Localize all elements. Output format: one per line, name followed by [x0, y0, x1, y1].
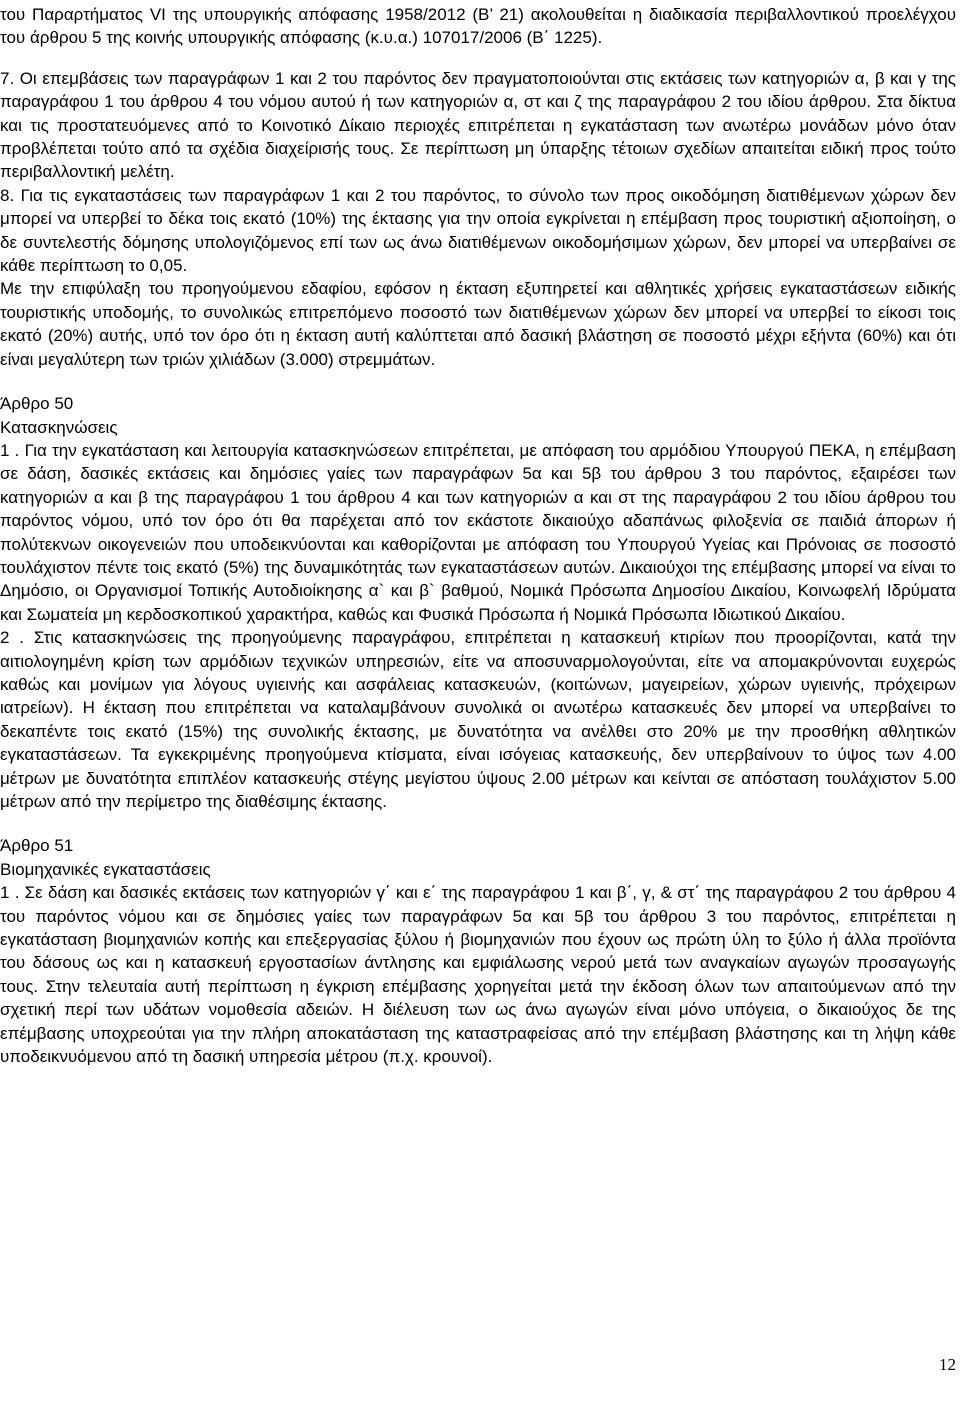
page-number: 12	[939, 1355, 956, 1374]
article-51-subtitle: Βιομηχανικές εγκαταστάσεις	[0, 859, 211, 879]
paragraph-8: 8. Για τις εγκαταστάσεις των παραγράφων 1 και 2 του παρόντος, το σύνολο των προς οικοδόμηση διατιθέμενων χώρων δεν μπορεί να υπερβεί το δέκα τοις εκατό (10%) της έκτασης για την οποία εγκρίνεται η επέμβαση προς τουριστική αξιοποίηση, ο δε συντελεστής δόμησης υπολογιζόμενος επί των ως άνω διατιθέμενων οικοδομήσιμων χώρων, δεν μπορεί να υπερβαίνει σε κάθε περίπτωση το 0,05.	[0, 185, 956, 276]
article-50-paragraph-1: 1 . Για την εγκατάσταση και λειτουργία κατασκηνώσεων επιτρέπεται, με απόφαση του αρμόδιου Υπουργού ΠΕΚΑ, η επέμβαση σε δάση, δασικές εκτάσεις και δημόσιες γαίες των παραγράφων 5α και 5β του άρθρου 3 του παρόντος, εξαιρέσει των κατηγοριών α και β της παραγράφου 1 του άρθρου 4 και των κατηγοριών α και στ της παραγράφου 2 του ιδίου άρθρου του παρόντος νόμου, υπό τον όρο ότι θα παρέχεται από τον εκάστοτε δικαιούχο αδαπάνως φιλοξενία σε παιδιά άπορων ή πολύτεκνων οικογενειών που υποδεικνύονται και καθορίζονται με απόφαση του Υπουργού Υγείας και Πρόνοιας σε ποσοστό τουλάχιστον πέντε τοις εκατό (5%) της δυναμικότητάς των εγκαταστάσεων αυτών. Δικαιούχοι της επέμβασης μπορεί να είναι το Δημόσιο, οι Οργανισμοί Τοπικής Αυτοδιοίκησης α` και β` βαθμού, Νομικά Πρόσωπα Δημοσίου Δικαίου, Κοινωφελή Ιδρύματα και Σωματεία μη κερδοσκοπικού χαρακτήρα, καθώς και Φυσικά Πρόσωπα ή Νομικά Πρόσωπα Ιδιωτικού Δικαίου.	[0, 440, 956, 624]
article-50-subtitle: Κατασκηνώσεις	[0, 417, 118, 437]
spacer	[0, 371, 956, 392]
article-50-paragraph-2: 2 . Στις κατασκηνώσεις της προηγούμενης παραγράφου, επιτρέπεται η κατασκευή κτιρίων που προορίζονται, κατά την αιτιολογημένη κρίση των αρμόδιων τεχνικών υπηρεσιών, είτε να αποσυναρμολογούνται, είτε να απομακρύνονται ευχερώς καθώς και μονίμων για λόγους υγιεινής και ασφάλειας κατασκευών, (κοιτώνων, μαγειρείων, χώρων υγιεινής, πρόχειρων ιατρείων). Η έκταση που επιτρέπεται να καταλαμβάνουν συνολικά οι ανωτέρω κατασκευές δεν μπορεί να υπερβαίνει το δεκαπέντε τοις εκατό (15%) της συνολικής έκτασης, με δυνατότητα να ανέλθει στο 20% με την προσθήκη αθλητικών εγκαταστάσεων. Τα εγκεκριμένης προηγούμενα κτίσματα, είναι ισόγειας κατασκευής, δεν υπερβαίνουν το ύψος των 4.00 μέτρων με δυνατότητα επιπλέον κατασκευής στέγης μεγίστου ύψους 2.00 μέτρων και κείνται σε απόσταση τουλάχιστον 5.00 μέτρων από την περίμετρο της διαθέσιμης έκτασης.	[0, 628, 956, 811]
intro-paragraph: του Παραρτήματος VI της υπουργικής απόφασης 1958/2012 (Β’ 21) ακολουθείται η διαδικασία περιβαλλοντικού προελέγχου του άρθρου 5 της κοινής υπουργικής απόφασης (κ.υ.α.) 107017/2006 (Β΄ 1225).	[0, 5, 956, 48]
article-51-title: Άρθρο 51	[0, 836, 74, 856]
article-50-title: Άρθρο 50	[0, 394, 74, 414]
paragraph-7: 7. Οι επεμβάσεις των παραγράφων 1 και 2 του παρόντος δεν πραγματοποιούνται στις εκτάσεις των κατηγοριών α, β και γ της παραγράφου 1 του άρθρου 4 του νόμου αυτού ή των κατηγοριών α, στ και ζ της παραγράφου 2 του ιδίου άρθρου. Στα δίκτυα και τις προστατευόμενες από το Κοινοτικό Δίκαιο περιοχές επιτρέπεται η εγκατάσταση των ανωτέρω μονάδων μόνο όταν προβλέπεται τούτο από τα σχέδια διαχείρισής τους. Σε περίπτωση μη ύπαρξης τέτοιων σχεδίων απαιτείται ειδική προς τούτο περιβαλλοντική μελέτη.	[0, 68, 956, 182]
article-51-paragraph-1: 1 . Σε δάση και δασικές εκτάσεις των κατηγοριών γ΄ και ε΄ της παραγράφου 1 και β΄, γ, & στ΄ της παραγράφου 2 του άρθρου 4 του παρόντος νόμου και σε δημόσιες γαίες των παραγράφων 5α και 5β του άρθρου 3 του παρόντος, επιτρέπεται η εγκατάσταση βιομηχανιών κοπής και επεξεργασίας ξύλου ή βιομηχανιών που έχουν ως πρώτη ύλη το ξύλο ή άλλα προϊόντα του δάσους ως και η κατασκευή εργοστασίων άντλησης και εμφιάλωσης νερού μετά των αναγκαίων αγωγών προσαγωγής τους. Στην τελευταία αυτή περίπτωση η έγκριση επέμβασης χορηγείται μετά την έκδοση όλων των απαιτούμενων από την σχετική περί των υδάτων νομοθεσία αδειών. Η διέλευση των ως άνω αγωγών είναι μόνο υπόγεια, ο δικαιούχος δε της επέμβασης υποχρεούται για την πλήρη αποκατάσταση της καταστραφείσας από την επέμβαση βλάστησης και τη λήψη κάθε υποδεικνυόμενου από τη δασική υπηρεσία μέτρου (π.χ. κρουνοί).	[0, 883, 956, 1067]
spacer	[0, 813, 956, 834]
spacer	[0, 50, 956, 67]
paragraph-8-continuation: Με την επιφύλαξη του προηγούμενου εδαφίου, εφόσον η έκταση εξυπηρετεί και αθλητικές χρήσεις εγκαταστάσεων ειδικής τουριστικής υποδομής, το συνολικώς επιτρεπόμενο ποσοστό των διατιθέμενων χώρων δεν μπορεί να υπερβεί το είκοσι τοις εκατό (20%) αυτής, υπό τον όρο ότι η έκταση αυτή καλύπτεται από δασική βλάστηση σε ποσοστό μέχρι εξήντα (60%) και ότι είναι μεγαλύτερη των τριών χιλιάδων (3.000) στρεμμάτων.	[0, 279, 956, 369]
